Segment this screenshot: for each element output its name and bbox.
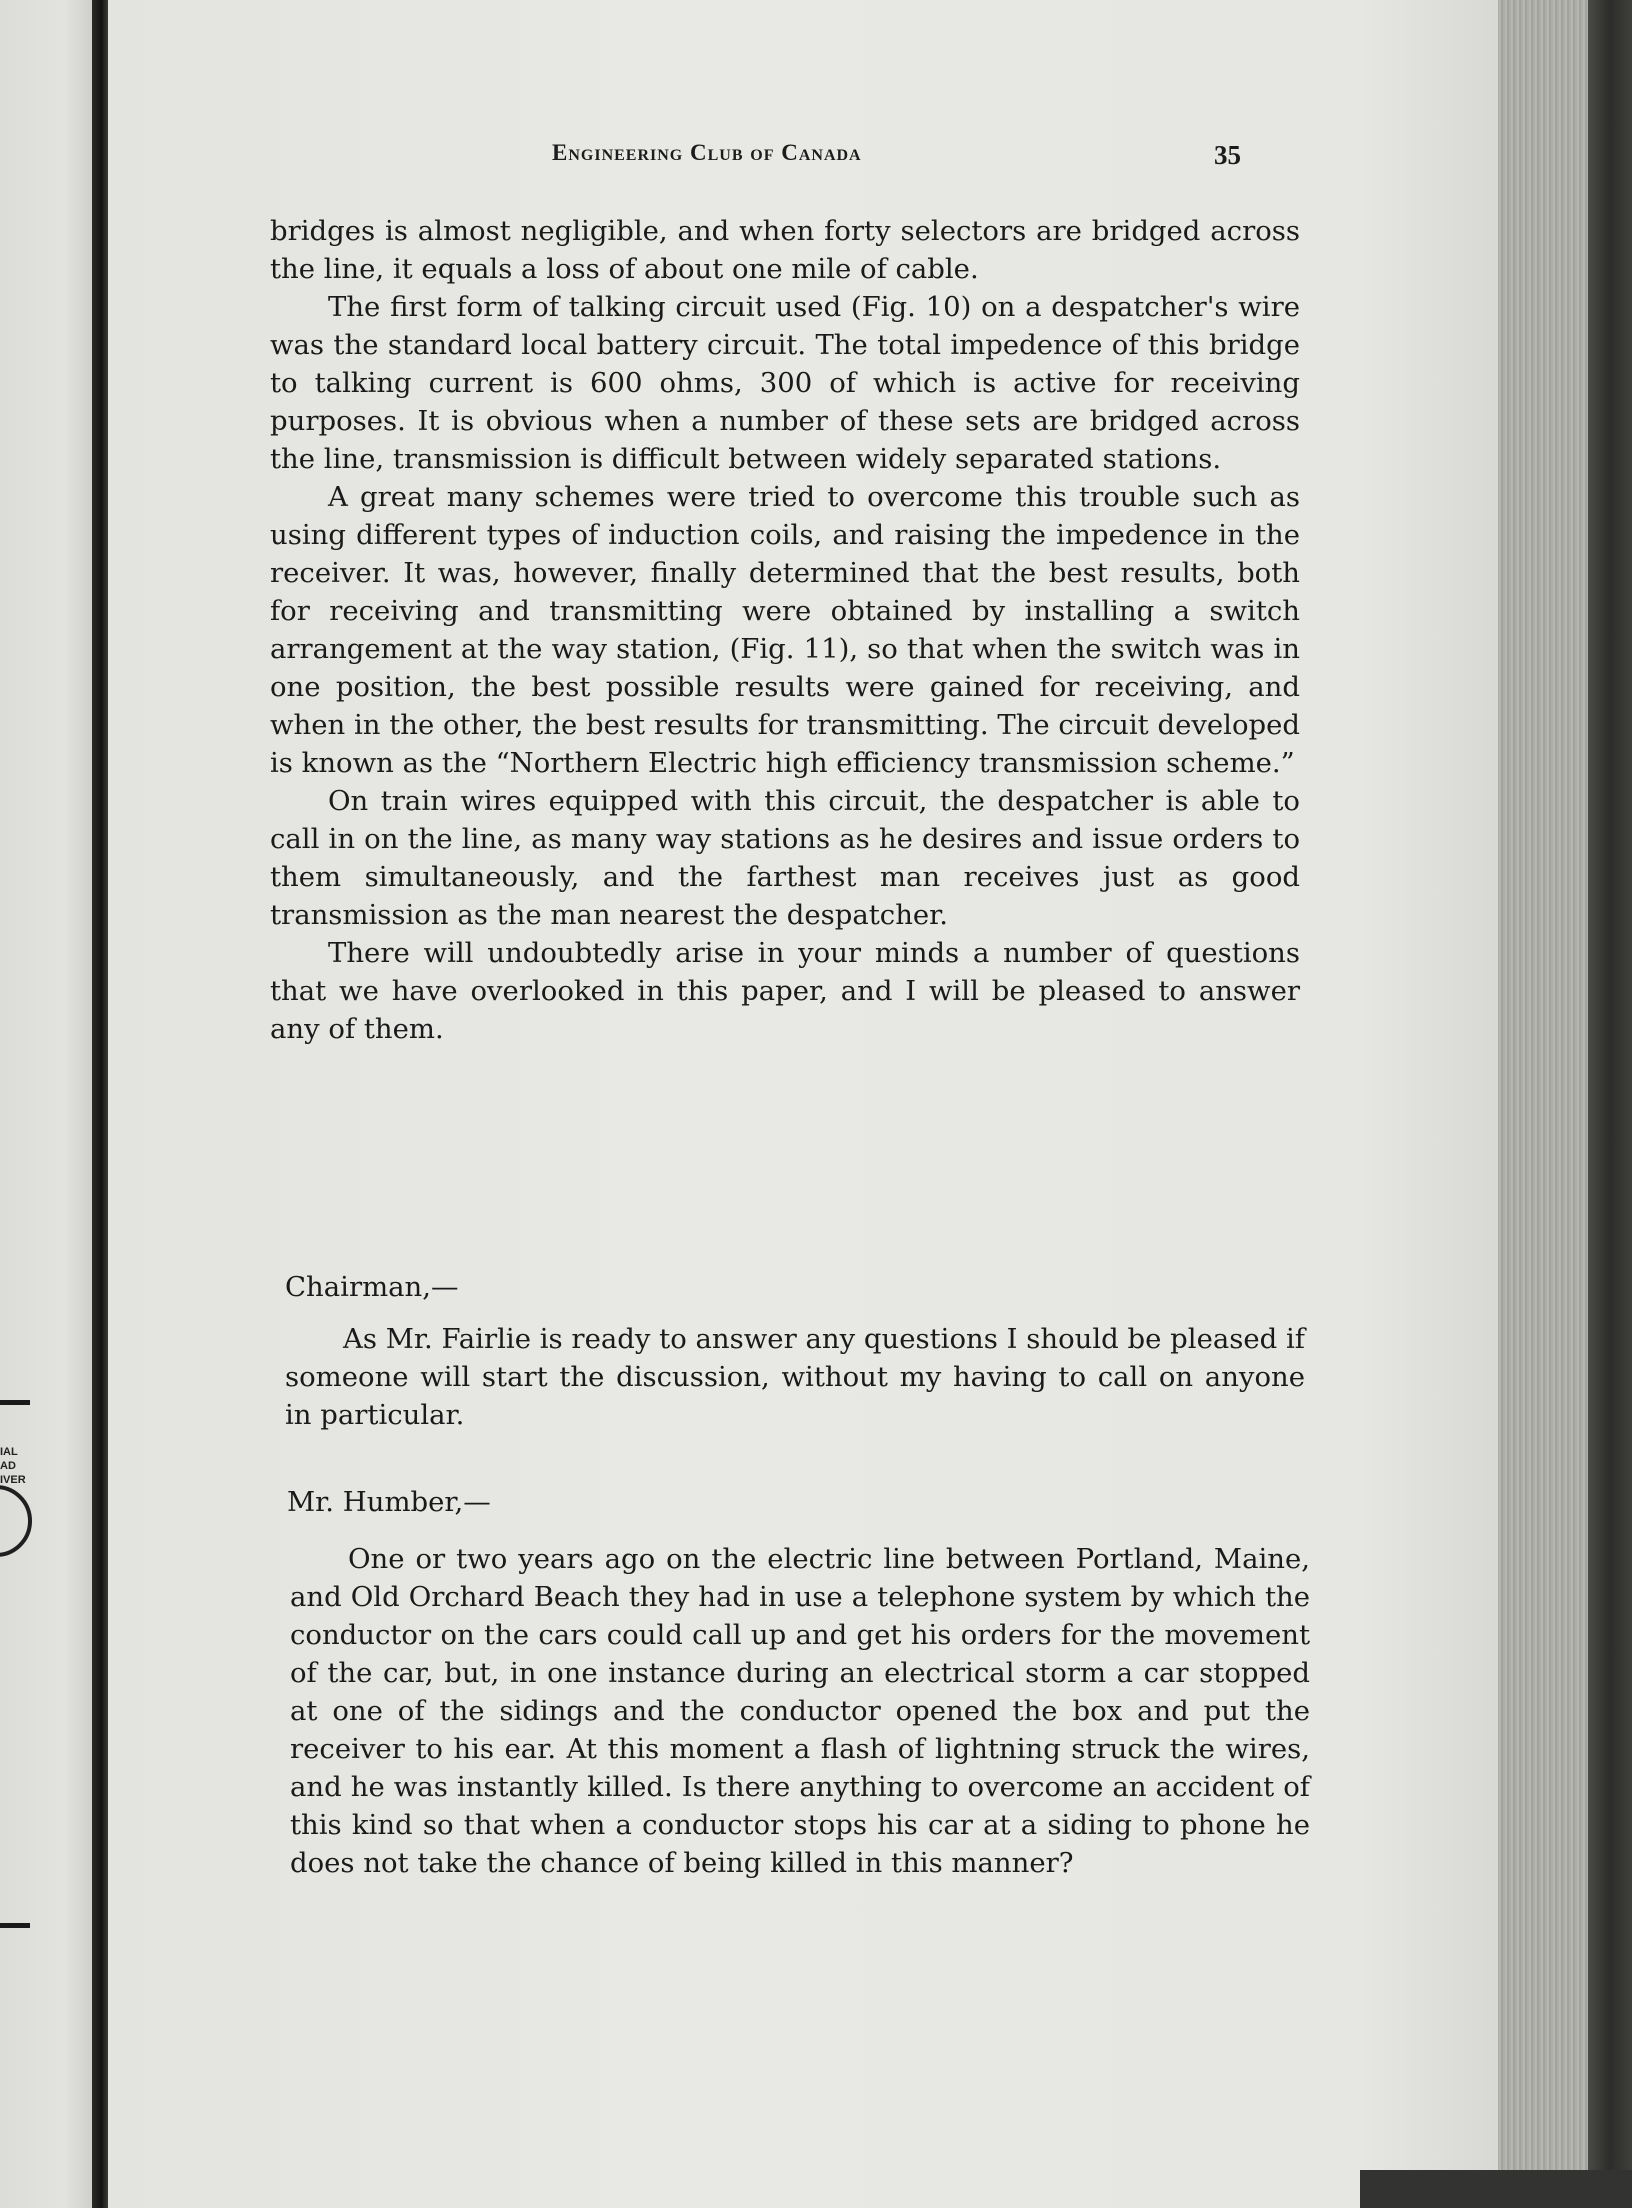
paragraph: A great many schemes were tried to overcome this trouble such as using different types of induction coils, and raising the impedence in the receiver. It was, however, finally determined that the best results, both for receiving and transmitting were obtained by installing a switch arrangement at the way station, (Fig. 11), so that when the switch was in one position, the best possible results were gained for receiving, and when in the other, the best results for transmitting. The circuit developed is known as the “Northern Electric high efficiency transmission scheme.” — [270, 481, 1300, 779]
facing-page-strip — [0, 0, 92, 2208]
fragment-line: IVER — [0, 1474, 26, 1486]
paragraph: As Mr. Fairlie is ready to answer any questions I should be pleased if someone will start the discussion, without my having to call on anyone in particular. — [285, 1323, 1305, 1431]
facing-page-circle-mark — [0, 1485, 32, 1557]
fragment-line: AD — [0, 1460, 16, 1472]
fragment-line: IAL — [0, 1446, 18, 1458]
speaker-label-chairman: Chairman,— — [285, 1271, 459, 1303]
facing-page-text-fragment — [0, 1445, 40, 1487]
chairman-remarks — [285, 1320, 1305, 1434]
page-number: 35 — [1214, 140, 1241, 170]
book-cover-edge — [1588, 0, 1632, 2208]
paragraph: bridges is almost negligible, and when forty selectors are bridged across the line, it equals a loss of about one mile of cable. — [270, 215, 1300, 285]
facing-page-rule — [0, 1923, 30, 1928]
humber-remarks — [290, 1540, 1310, 1882]
speaker-label-humber: Mr. Humber,— — [287, 1486, 491, 1518]
paragraph: The first form of talking circuit used (Fig. 10) on a despatcher's wire was the standard local battery circuit. The total impedence of this bridge to talking current is 600 ohms, 300 of which is active for receiving purposes. It is obvious when a number of these sets are bridged across the line, transmission is difficult between widely separated stations. — [270, 291, 1300, 475]
running-head: Engineering Club of Canada — [552, 140, 862, 165]
body-text — [270, 212, 1300, 1048]
paragraph: On train wires equipped with this circuit, the despatcher is able to call in on the line, as many way stations as he desires and issue orders to them simultaneously, and the farthest man receives just as good transmission as the man nearest the despatcher. — [270, 785, 1300, 931]
book-gutter — [92, 0, 108, 2208]
page-fore-edge — [1498, 0, 1588, 2208]
book-shadow — [1360, 2170, 1632, 2208]
paragraph: One or two years ago on the electric line between Portland, Maine, and Old Orchard Beach they had in use a telephone system by which the conductor on the cars could call up and get his orders for the movement of the car, but, in one instance during an electrical storm a car stopped at one of the sidings and the conductor opened the box and put the receiver to his ear. At this moment a flash of lightning struck the wires, and he was instantly killed. Is there anything to overcome an accident of this kind so that when a conductor stops his car at a siding to phone he does not take the chance of being killed in this manner? — [290, 1543, 1310, 1879]
facing-page-rule — [0, 1400, 30, 1405]
paragraph: There will undoubtedly arise in your minds a number of questions that we have overlooked in this paper, and I will be pleased to answer any of them. — [270, 937, 1300, 1045]
